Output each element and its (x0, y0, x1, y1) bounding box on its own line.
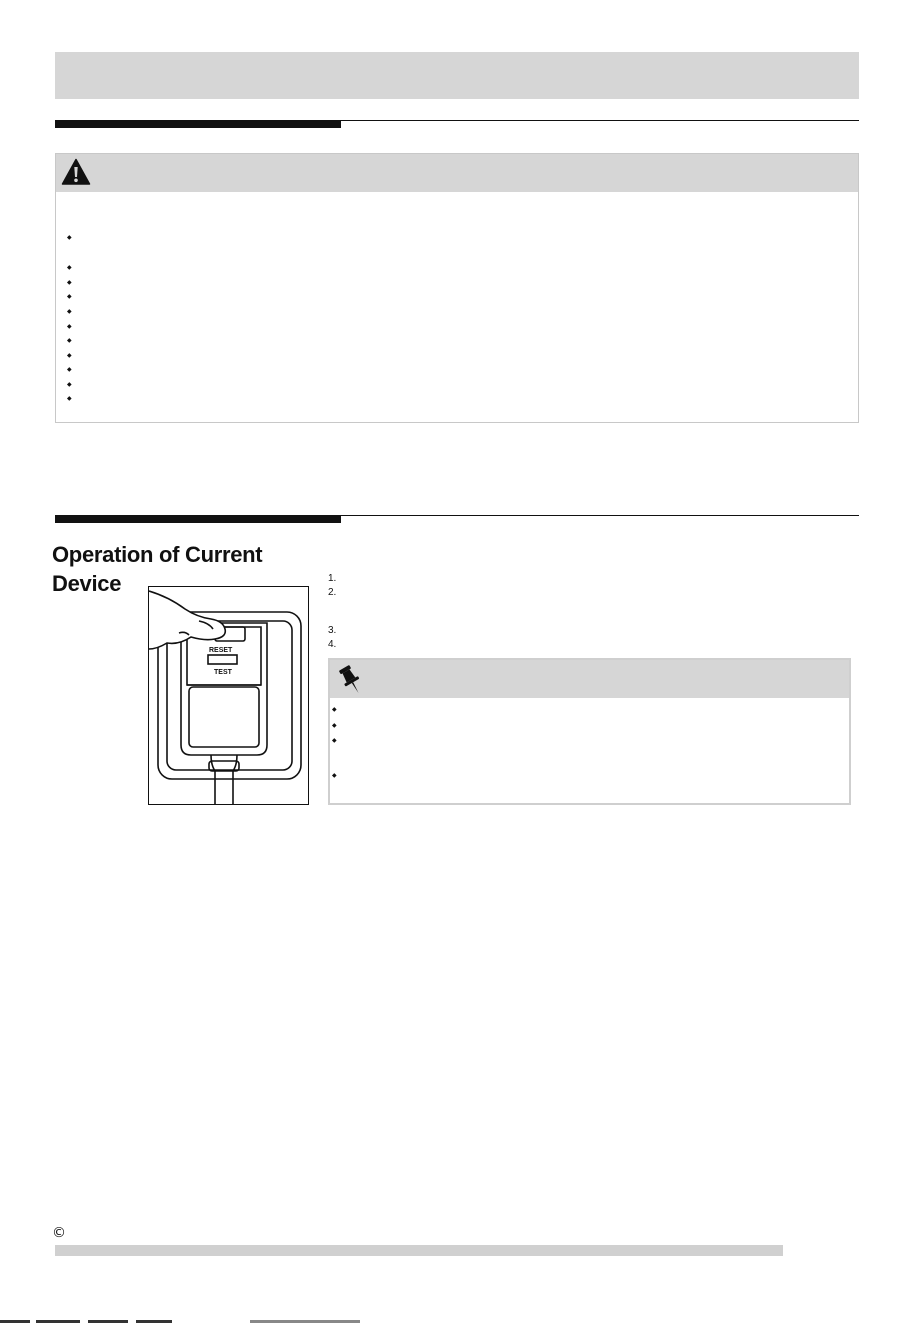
device-drawing (149, 587, 309, 805)
diamond-bullet-icon: ◆ (67, 352, 72, 359)
diamond-bullet-icon: ◆ (67, 234, 72, 241)
diamond-bullet-icon: ◆ (67, 323, 72, 330)
section-rule-thin (341, 515, 859, 516)
footer-bar (55, 1245, 783, 1256)
step-number: 3. (328, 625, 337, 636)
diamond-bullet-icon: ◆ (332, 737, 337, 744)
diamond-bullet-icon: ◆ (332, 722, 337, 729)
step-number: 2. (328, 587, 337, 598)
section-rule-thin (341, 120, 859, 121)
diamond-bullet-icon: ◆ (67, 381, 72, 388)
section-rule-thick (55, 515, 341, 523)
copyright-symbol: © (52, 1225, 66, 1241)
device-illustration (148, 586, 309, 805)
bottom-edge-strip (0, 1318, 914, 1324)
reset-label: RESET (209, 647, 233, 654)
warning-triangle-icon (61, 158, 91, 186)
diamond-bullet-icon: ◆ (67, 337, 72, 344)
diamond-bullet-icon: ◆ (67, 395, 72, 402)
note-header (330, 660, 849, 698)
diamond-bullet-icon: ◆ (67, 264, 72, 271)
pushpin-icon (338, 664, 364, 696)
diamond-bullet-icon: ◆ (67, 308, 72, 315)
test-label: TEST (214, 669, 232, 676)
warning-box (55, 153, 859, 423)
diamond-bullet-icon: ◆ (332, 772, 337, 779)
diamond-bullet-icon: ◆ (332, 706, 337, 713)
note-box (328, 658, 851, 805)
section-rule-thick (55, 120, 341, 128)
step-number: 4. (328, 639, 337, 650)
header-bar (55, 52, 859, 99)
diamond-bullet-icon: ◆ (67, 293, 72, 300)
step-number: 1. (328, 573, 337, 584)
section-heading-line1: Operation of Current (52, 542, 263, 567)
diamond-bullet-icon: ◆ (67, 366, 72, 373)
warning-header (56, 154, 858, 192)
diamond-bullet-icon: ◆ (67, 279, 72, 286)
section-heading-line2: Device (52, 571, 122, 596)
